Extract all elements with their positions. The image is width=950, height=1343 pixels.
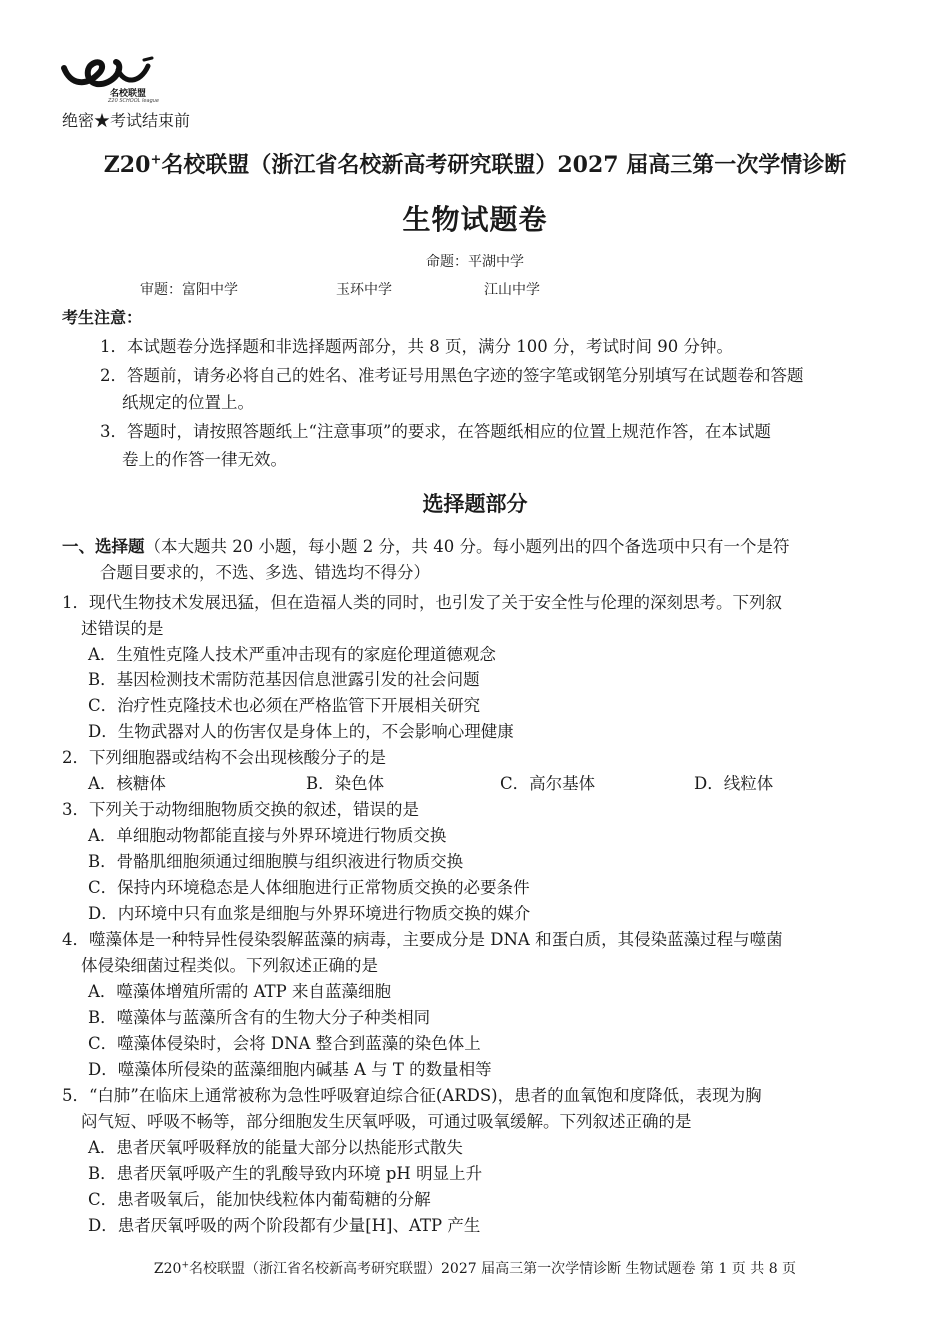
question-1-option-c: C．治疗性克隆技术也必须在严格监管下开展相关研究 <box>88 696 481 715</box>
question-4-stem-cont: 体侵染细菌过程类似。下列叙述正确的是 <box>81 956 378 975</box>
question-1-stem-cont: 述错误的是 <box>81 619 164 638</box>
logo-text: 名校联盟 <box>110 89 147 99</box>
question-2-option-a: A．核糖体 <box>88 774 166 793</box>
reviewer-1: 审题：富阳中学 <box>140 282 238 298</box>
reviewer-2: 玉环中学 <box>336 282 392 298</box>
question-5-option-a: A．患者厌氧呼吸释放的能量大部分以热能形式散失 <box>88 1138 463 1157</box>
question-3-option-c: C．保持内环境稳态是人体细胞进行正常物质交换的必要条件 <box>88 878 530 897</box>
notice-item-3: 3．答题时，请按照答题纸上“注意事项”的要求，在答题纸相应的位置上规范作答，在本试题 <box>100 422 771 441</box>
question-3-option-a: A．单细胞动物都能直接与外界环境进行物质交换 <box>88 826 447 845</box>
notice-heading: 考生注意： <box>62 308 143 327</box>
proposer-line: 命题：平湖中学 <box>426 254 524 270</box>
question-4-stem: 4．噬藻体是一种特异性侵染裂解蓝藻的病毒，主要成分是 DNA 和蛋白质，其侵染蓝藻过程与噬菌 <box>62 930 783 949</box>
question-4-option-c: C．噬藻体侵染时，会将 DNA 整合到蓝藻的染色体上 <box>88 1034 481 1053</box>
question-1-option-a: A．生殖性克隆人技术严重冲击现有的家庭伦理道德观念 <box>88 645 496 664</box>
question-2-option-b: B．染色体 <box>306 774 385 793</box>
logo-subtitle: Z20 SCHOOL league <box>108 98 159 104</box>
question-4-option-a: A．噬藻体增殖所需的 ATP 来自蓝藻细胞 <box>88 982 392 1001</box>
notice-item-3-cont: 卷上的作答一律无效。 <box>122 450 287 469</box>
question-5-option-d: D．患者厌氧呼吸的两个阶段都有少量[H]、ATP 产生 <box>88 1216 481 1235</box>
question-1-option-d: D．生物武器对人的伤害仅是身体上的，不会影响心理健康 <box>88 722 514 741</box>
question-5-option-b: B．患者厌氧呼吸产生的乳酸导致内环境 pH 明显上升 <box>88 1164 483 1183</box>
question-4-option-b: B．噬藻体与蓝藻所含有的生物大分子种类相同 <box>88 1008 431 1027</box>
part-instruction: 一、选择题（本大题共 20 小题，每小题 2 分，共 40 分。每小题列出的四个备选项中只有一个是符 <box>62 537 790 556</box>
page-footer: Z20+名校联盟（浙江省名校新高考研究联盟）2027 届高三第一次学情诊断 生物试题卷 第 1 页 共 8 页 <box>153 1260 797 1277</box>
question-5-stem-cont: 闷气短、呼吸不畅等，部分细胞发生厌氧呼吸，可通过吸氧缓解。下列叙述正确的是 <box>81 1112 692 1131</box>
question-3-option-d: D．内环境中只有血浆是细胞与外界环境进行物质交换的媒介 <box>88 904 531 923</box>
exam-title: Z20+名校联盟（浙江省名校新高考研究联盟）2027 届高三第一次学情诊断 <box>103 152 847 178</box>
question-2-stem: 2．下列细胞器或结构不会出现核酸分子的是 <box>62 748 386 767</box>
question-2-option-d: D．线粒体 <box>694 774 774 793</box>
notice-item-2: 2．答题前，请务必将自己的姓名、准考证号用黑色字迹的签字笔或钢笔分别填写在试题卷和答题 <box>100 366 804 385</box>
question-1-option-b: B．基因检测技术需防范基因信息泄露引发的社会问题 <box>88 670 480 689</box>
confidential-label: 绝密★考试结束前 <box>62 111 191 130</box>
reviewer-3: 江山中学 <box>484 282 540 298</box>
question-3-stem: 3．下列关于动物细胞物质交换的叙述，错误的是 <box>62 800 419 819</box>
question-1-stem: 1．现代生物技术发展迅猛，但在造福人类的同时，也引发了关于安全性与伦理的深刻思考。下列叙 <box>62 593 782 612</box>
part-instruction-cont: 合题目要求的，不选、多选、错选均不得分） <box>100 563 430 582</box>
question-4-option-d: D．噬藻体所侵染的蓝藻细胞内碱基 A 与 T 的数量相等 <box>88 1060 492 1079</box>
question-5-stem: 5．“白肺”在临床上通常被称为急性呼吸窘迫综合征(ARDS)，患者的血氧饱和度降低，表现为胸 <box>62 1086 762 1105</box>
question-3-option-b: B．骨骼肌细胞须通过细胞膜与组织液进行物质交换 <box>88 852 464 871</box>
notice-item-1: 1．本试题卷分选择题和非选择题两部分，共 8 页，满分 100 分，考试时间 90 分钟。 <box>100 337 733 356</box>
subject-title: 生物试题卷 <box>402 203 548 236</box>
notice-item-2-cont: 纸规定的位置上。 <box>122 393 254 412</box>
question-5-option-c: C．患者吸氧后，能加快线粒体内葡萄糖的分解 <box>88 1190 431 1209</box>
section-heading: 选择题部分 <box>422 491 528 516</box>
question-2-option-c: C．高尔基体 <box>500 774 596 793</box>
